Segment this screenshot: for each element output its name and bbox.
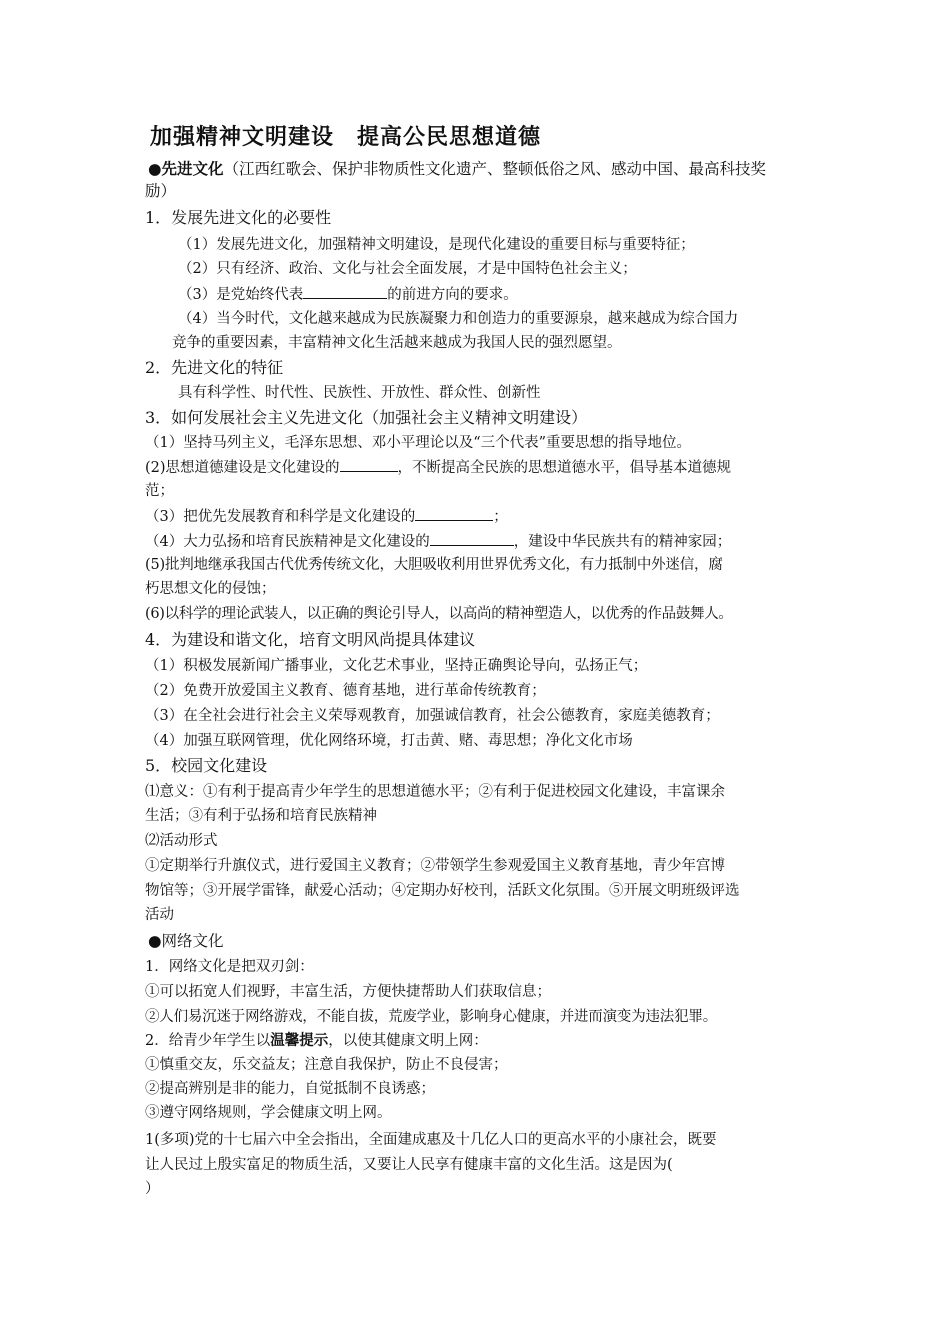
point-text: ，建设中华民族共有的精神家园； bbox=[513, 534, 732, 550]
point-4-4: （4）加强互联网管理，优化网络环境，打击黄、赌、毒思想；净化文化市场 bbox=[145, 733, 633, 749]
bullet-icon: ● bbox=[148, 932, 162, 950]
point-text: ； bbox=[493, 509, 508, 525]
tip-1: ①慎重交友，乐交益友；注意自我保护，防止不良侵害； bbox=[145, 1057, 508, 1073]
question-line-1: 1(多项)党的十七届六中全会指出，全面建成惠及十几亿人口的更高水平的小康社会，既要 bbox=[145, 1132, 717, 1148]
point-3-2 bbox=[145, 457, 731, 478]
activity-text: ①定期举行升旗仪式，进行爱国主义教育；②带领学生参观爱国主义教育基地，青少年宫博 bbox=[145, 858, 725, 874]
section-note-cont: 励） bbox=[145, 182, 177, 200]
heading-text: ，以使其健康文明上网： bbox=[328, 1033, 488, 1049]
point-text: ，不断提高全民族的思想道德水平，倡导基本道德规 bbox=[397, 460, 732, 476]
activity-text-cont: 物馆等；③开展学雷锋，献爱心活动；④定期办好校刊，活跃文化氛围。⑤开展文明班级评选 bbox=[145, 883, 740, 899]
section-note: （江西红歌会、保护非物质性文化遗产、整顿低俗之风、感动中国、最高科技奖 bbox=[223, 160, 767, 178]
point-1-4-cont: 竞争的重要因素，丰富精神文化生活越来越成为我国人民的强烈愿望。 bbox=[172, 335, 622, 351]
point-4-1: （1）积极发展新闻广播事业，文化艺术事业，坚持正确舆论导向，弘扬正气； bbox=[145, 658, 648, 674]
point-text: （3）把优先发展教育和科学是文化建设的 bbox=[145, 509, 416, 525]
meaning-text-cont: 生活；③有利于弘扬和培育民族精神 bbox=[145, 808, 377, 824]
fill-blank bbox=[340, 457, 398, 472]
bullet-icon: ● bbox=[148, 160, 162, 178]
point-text: 的前进方向的要求。 bbox=[387, 287, 518, 303]
point-1-2: （2）只有经济、政治、文化与社会全面发展，才是中国特色社会主义； bbox=[178, 261, 637, 277]
heading-2: 2．先进文化的特征 bbox=[145, 358, 284, 377]
point-3-5: (5)批判地继承我国古代优秀传统文化，大胆吸收利用世界优秀文化，有力抵制中外迷信，腐 bbox=[145, 557, 723, 573]
point-3-6: (6)以科学的理论武装人，以正确的舆论引导人，以高尚的精神塑造人，以优秀的作品鼓舞人。 bbox=[145, 606, 733, 622]
activity-text-end: 活动 bbox=[145, 907, 174, 923]
question-line-2: 让人民过上殷实富足的物质生活，又要让人民享有健康丰富的文化生活。这是因为( bbox=[145, 1157, 673, 1173]
section-network-culture bbox=[148, 931, 224, 951]
point-1-3 bbox=[178, 284, 518, 305]
point-text: （4）大力弘扬和培育民族精神是文化建设的 bbox=[145, 534, 430, 550]
tip-3: ③遵守网络规则，学会健康文明上网。 bbox=[145, 1105, 392, 1121]
section-label: 先进文化 bbox=[161, 160, 224, 178]
tip-2: ②提高辨别是非的能力，自觉抵制不良诱惑； bbox=[145, 1081, 435, 1097]
point-3-3 bbox=[145, 506, 508, 527]
point-text: （3）是党始终代表 bbox=[178, 287, 304, 303]
point-4-2: （2）免费开放爱国主义教育、德育基地，进行革命传统教育； bbox=[145, 683, 546, 699]
heading-emphasis: 温馨提示 bbox=[270, 1033, 329, 1049]
network-heading-1: 1．网络文化是把双刃剑： bbox=[145, 959, 314, 975]
heading-3: 3．如何发展社会主义先进文化（加强社会主义精神文明建设） bbox=[145, 408, 588, 427]
network-point-1: ①可以拓宽人们视野，丰富生活，方便快捷帮助人们获取信息； bbox=[145, 984, 551, 1000]
section-advanced-culture bbox=[148, 159, 766, 179]
point-3-4 bbox=[145, 531, 731, 552]
page-title: 加强精神文明建设 提高公民思想道德 bbox=[150, 125, 542, 150]
heading-text: 2．给青少年学生以 bbox=[145, 1033, 271, 1049]
point-3-1: （1）坚持马列主义，毛泽东思想、邓小平理论以及“三个代表”重要思想的指导地位。 bbox=[145, 435, 692, 451]
section-label: 网络文化 bbox=[161, 932, 224, 950]
features-text: 具有科学性、时代性、民族性、开放性、群众性、创新性 bbox=[178, 385, 541, 401]
heading-5: 5．校园文化建设 bbox=[145, 756, 268, 775]
heading-4: 4．为建设和谐文化，培育文明风尚提具体建议 bbox=[145, 630, 476, 649]
question-line-3: ） bbox=[145, 1181, 160, 1197]
heading-1: 1．发展先进文化的必要性 bbox=[145, 208, 332, 227]
point-1-4: （4）当今时代，文化越来越成为民族凝聚力和创造力的重要源泉，越来越成为综合国力 bbox=[178, 311, 739, 327]
point-4-3: （3）在全社会进行社会主义荣辱观教育，加强诚信教育，社会公德教育，家庭美德教育； bbox=[145, 708, 720, 724]
activity-heading: ⑵活动形式 bbox=[145, 833, 218, 849]
meaning-text: ⑴意义：①有利于提高青少年学生的思想道德水平；②有利于促进校园文化建设，丰富课余 bbox=[145, 784, 725, 800]
network-point-2: ②人们易沉迷于网络游戏，不能自拔，荒废学业，影响身心健康，并进而演变为违法犯罪。 bbox=[145, 1009, 717, 1025]
point-3-5-cont: 朽思想文化的侵蚀； bbox=[145, 581, 276, 597]
network-heading-2 bbox=[145, 1031, 488, 1051]
point-3-2-cont: 范； bbox=[145, 483, 174, 499]
fill-blank bbox=[303, 284, 387, 299]
point-1-1: （1）发展先进文化，加强精神文明建设，是现代化建设的重要目标与重要特征； bbox=[178, 237, 695, 253]
fill-blank bbox=[415, 506, 493, 521]
point-text: (2)思想道德建设是文化建设的 bbox=[145, 460, 340, 476]
fill-blank bbox=[430, 531, 514, 546]
